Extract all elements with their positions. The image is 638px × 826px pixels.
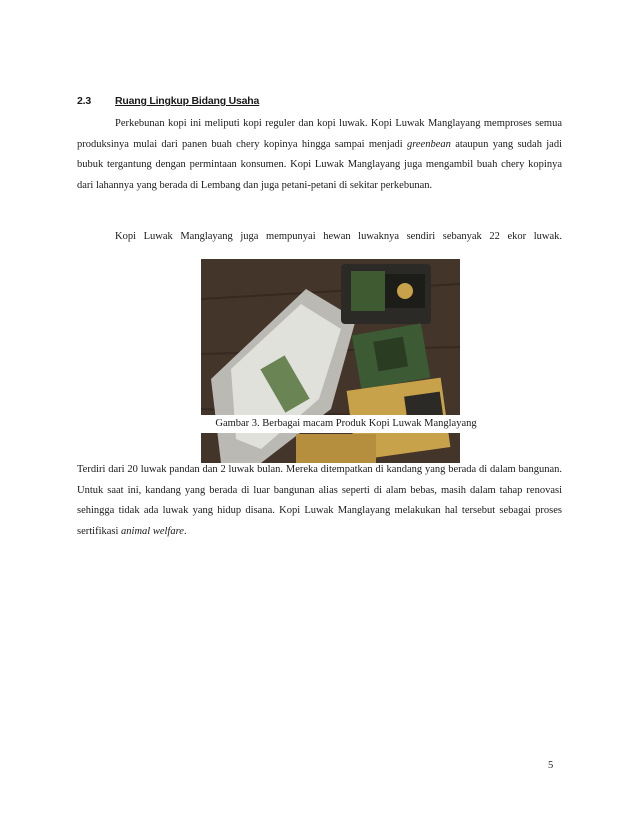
figure-caption: Gambar 3. Berbagai macam Produk Kopi Luwak Manglayang (201, 415, 491, 433)
page-number: 5 (548, 760, 554, 771)
term-animal-welfare: animal welfare (121, 525, 184, 537)
section-title: Ruang Lingkup Bidang Usaha (115, 95, 260, 107)
paragraph-details-text-a: Terdiri dari 20 luwak pandan dan 2 luwak bulan. Mereka ditempatkan di kandang yang berada di dalam bangunan. Untuk saat ini, kandang yang berada di luar bangunan alias seperti di alam bebas, masih dalam tahap renovasi sehingga tidak ada luwak yang hidup disana. Kopi Luwak Manglayang melakukan hal tersebut sebagai proses sertifikasi (77, 464, 562, 537)
paragraph-intro (77, 114, 562, 196)
paragraph-luwak-details (77, 460, 562, 542)
paragraph-intro-text-b: ataupun yang sudah jadi bubuk tergantung dengan permintaan konsumen. Kopi Luwak Manglayang juga mengambil buah chery kopinya dari lahannya yang berada di Lembang dan juga petani-petani di sekitar perkebunan. (77, 138, 562, 191)
paragraph-intro-text-a: Perkebunan kopi ini meliputi kopi reguler dan kopi luwak. Kopi Luwak Manglayang memproses semua produksinya mulai dari panen buah chery kopinya hingga sampai menjadi (77, 118, 562, 150)
section-heading (77, 95, 259, 109)
paragraph-details-text-b: . (183, 525, 187, 537)
paragraph-luwak-count: Kopi Luwak Manglayang juga mempunyai hewan luwaknya sendiri sebanyak 22 ekor luwak. (115, 231, 562, 242)
section-number: 2.3 (77, 95, 91, 107)
term-greenbean: greenbean (406, 138, 451, 150)
